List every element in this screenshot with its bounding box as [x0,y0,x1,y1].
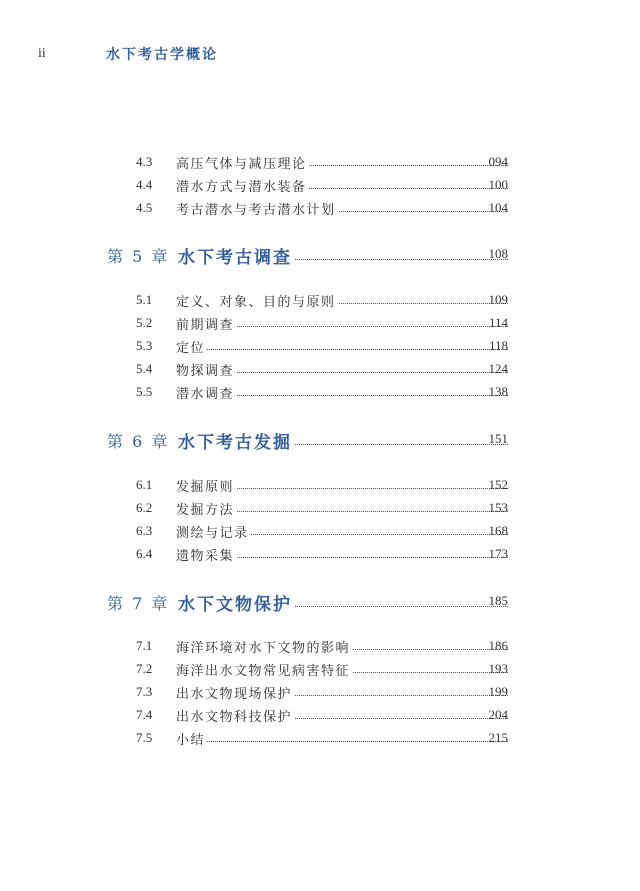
section-title: 出水文物现场保护 [176,683,294,702]
section-number: 4.4 [136,177,153,192]
section-title: 测绘与记录 [176,522,251,541]
toc-entry-7-2[interactable]: 7.2 海洋出水文物常见病害特征 193 [136,661,508,679]
section-title: 发掘方法 [176,499,236,518]
section-title: 定位 [176,337,207,356]
chapter-title: 水下文物保护 [178,590,295,615]
section-number: 7.2 [136,661,153,676]
section-number: 5.1 [136,292,153,307]
toc-entry-7-3[interactable]: 7.3 出水文物现场保护 199 [136,684,508,702]
toc-entry-5-3[interactable]: 5.3 定位 118 [136,338,508,356]
toc-entry-5-5[interactable]: 5.5 潜水调查 138 [136,384,508,402]
toc-entry-5-4[interactable]: 5.4 物探调查 124 [136,361,508,379]
chapter-number: 第 7 章 [107,594,170,613]
section-number: 5.3 [136,338,153,353]
toc-entry-6-2[interactable]: 6.2 发掘方法 153 [136,500,508,518]
section-title: 海洋出水文物常见病害特征 [176,660,352,679]
section-title: 潜水方式与潜水装备 [176,176,309,195]
section-title: 定义、对象、目的与原则 [176,291,338,310]
section-title: 出水文物科技保护 [176,706,294,725]
toc-entry-6-1[interactable]: 6.1 发掘原则 152 [136,477,508,495]
toc-entry-5-2[interactable]: 5.2 前期调查 114 [136,315,508,333]
toc-entry-6-4[interactable]: 6.4 遗物采集 173 [136,546,508,564]
section-title: 小结 [176,729,207,748]
section-number: 7.5 [136,730,153,745]
book-title: 水下考古学概论 [106,47,218,63]
section-number: 7.3 [136,684,153,699]
section-number: 4.3 [136,154,153,169]
section-number: 5.2 [136,315,153,330]
section-number: 6.1 [136,477,153,492]
section-title: 物探调查 [176,360,236,379]
toc-entry-7-1[interactable]: 7.1 海洋环境对水下文物的影响 186 [136,638,508,656]
section-number: 6.2 [136,500,153,515]
section-number: 6.3 [136,523,153,538]
toc-entry-6-3[interactable]: 6.3 测绘与记录 168 [136,523,508,541]
dot-leader [180,349,508,350]
toc-entry-4-4[interactable]: 4.4 潜水方式与潜水装备 100 [136,177,508,195]
chapter-number: 第 5 章 [107,247,170,266]
page-number: ii [38,46,46,61]
chapter-title: 水下考古发掘 [178,428,295,453]
section-number: 5.5 [136,384,153,399]
section-title: 海洋环境对水下文物的影响 [176,637,352,656]
toc-entry-4-5[interactable]: 4.5 考古潜水与考古潜水计划 104 [136,200,508,218]
toc-chapter-6[interactable]: 第 6 章 水下考古发掘 151 [0,428,640,454]
section-title: 遗物采集 [176,545,236,564]
toc-entry-4-3[interactable]: 4.3 高压气体与减压理论 094 [136,154,508,172]
chapter-number: 第 6 章 [107,432,170,451]
toc-chapter-7[interactable]: 第 7 章 水下文物保护 185 [0,590,640,616]
dot-leader [180,741,508,742]
chapter-title: 水下考古调查 [178,243,295,268]
toc-entry-7-5[interactable]: 7.5 小结 215 [136,730,508,748]
section-title: 前期调查 [176,314,236,333]
section-number: 7.4 [136,707,153,722]
section-title: 潜水调查 [176,383,236,402]
section-title: 发掘原则 [176,476,236,495]
section-number: 6.4 [136,546,153,561]
section-title: 高压气体与减压理论 [176,153,309,172]
section-number: 5.4 [136,361,153,376]
section-number: 7.1 [136,638,153,653]
section-number: 4.5 [136,200,153,215]
section-title: 考古潜水与考古潜水计划 [176,199,338,218]
toc-entry-7-4[interactable]: 7.4 出水文物科技保护 204 [136,707,508,725]
toc-entry-5-1[interactable]: 5.1 定义、对象、目的与原则 109 [136,292,508,310]
toc-chapter-5[interactable]: 第 5 章 水下考古调查 108 [0,243,640,269]
